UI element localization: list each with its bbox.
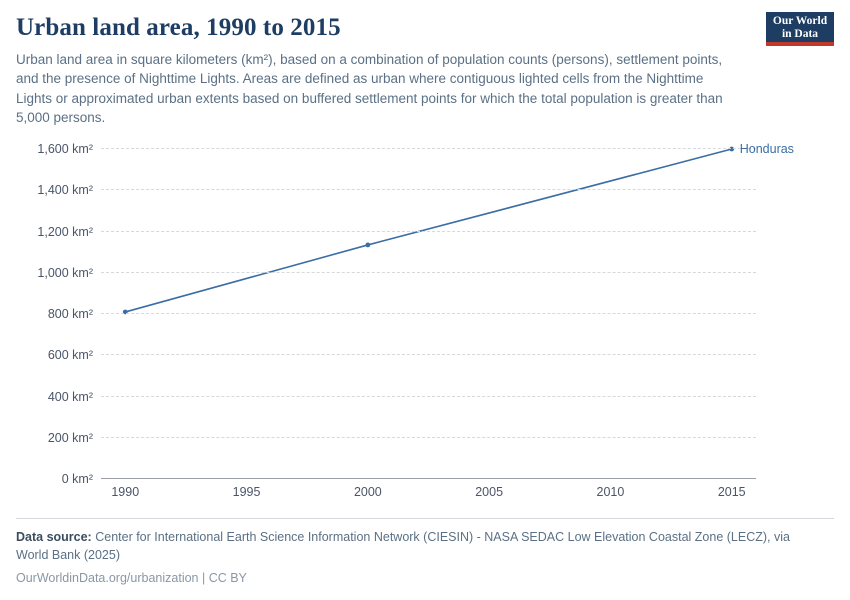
y-axis-tick-label: 1,400 km²: [37, 183, 93, 198]
x-axis-tick-label: 2010: [596, 485, 625, 499]
y-axis-tick-label: 800 km²: [47, 307, 93, 321]
series-label-honduras[interactable]: Honduras: [739, 142, 794, 157]
y-axis-tick-label: 1,200 km²: [37, 224, 93, 239]
y-axis-tick-label: 1,600 km²: [37, 142, 93, 156]
y-axis-tick-label: 400 km²: [47, 389, 93, 404]
y-gridline: [47, 389, 756, 404]
data-source-text: Center for International Earth Science Information Network (CIESIN) - NASA SEDAC Low Elevation Coastal Zone (LECZ), via World Bank (2025): [16, 530, 790, 562]
y-axis-tick-label: 1,000 km²: [37, 265, 93, 280]
y-gridline: [37, 183, 756, 198]
y-axis-tick-label: 0 km²: [61, 472, 93, 486]
y-gridline: [37, 224, 756, 239]
logo-line-1: Our World: [772, 15, 828, 27]
data-source-label: Data source:: [16, 530, 92, 544]
y-gridline: [37, 142, 756, 156]
data-source: [16, 529, 806, 564]
license-text[interactable]: OurWorldinData.org/urbanization | CC BY: [16, 571, 247, 585]
chart-footer: [16, 518, 834, 585]
x-axis-tick-label: 2005: [475, 485, 504, 499]
owid-logo[interactable]: [766, 12, 834, 46]
plot-region[interactable]: [37, 142, 794, 499]
data-point-marker[interactable]: [365, 243, 370, 248]
chart-area: [16, 136, 834, 508]
x-axis-tick-label: 2015: [717, 485, 746, 499]
y-gridline: [61, 472, 756, 486]
y-gridline: [37, 265, 756, 280]
y-gridline: [47, 430, 756, 445]
x-axis-tick-label: 1995: [232, 485, 261, 499]
x-axis-tick-label: 2000: [353, 485, 382, 499]
chart-subtitle: Urban land area in square kilometers (km²), based on a combination of population counts (persons), settlement points, and the presence of Nighttime Lights. Areas are defined as urban where contiguous lighted cells from the Nighttime Lights or approximated urban extents based on buffered settlement points for which the total population is greater than 5,000 persons.: [16, 51, 723, 126]
page-title: Urban land area, 1990 to 2015: [16, 14, 341, 41]
x-axis-tick-label: 1990: [111, 485, 140, 499]
y-gridline: [47, 348, 756, 363]
y-axis-tick-label: 200 km²: [47, 430, 93, 445]
y-axis-tick-label: 600 km²: [47, 348, 93, 363]
logo-line-2: in Data: [781, 27, 819, 40]
y-gridline: [47, 307, 756, 321]
